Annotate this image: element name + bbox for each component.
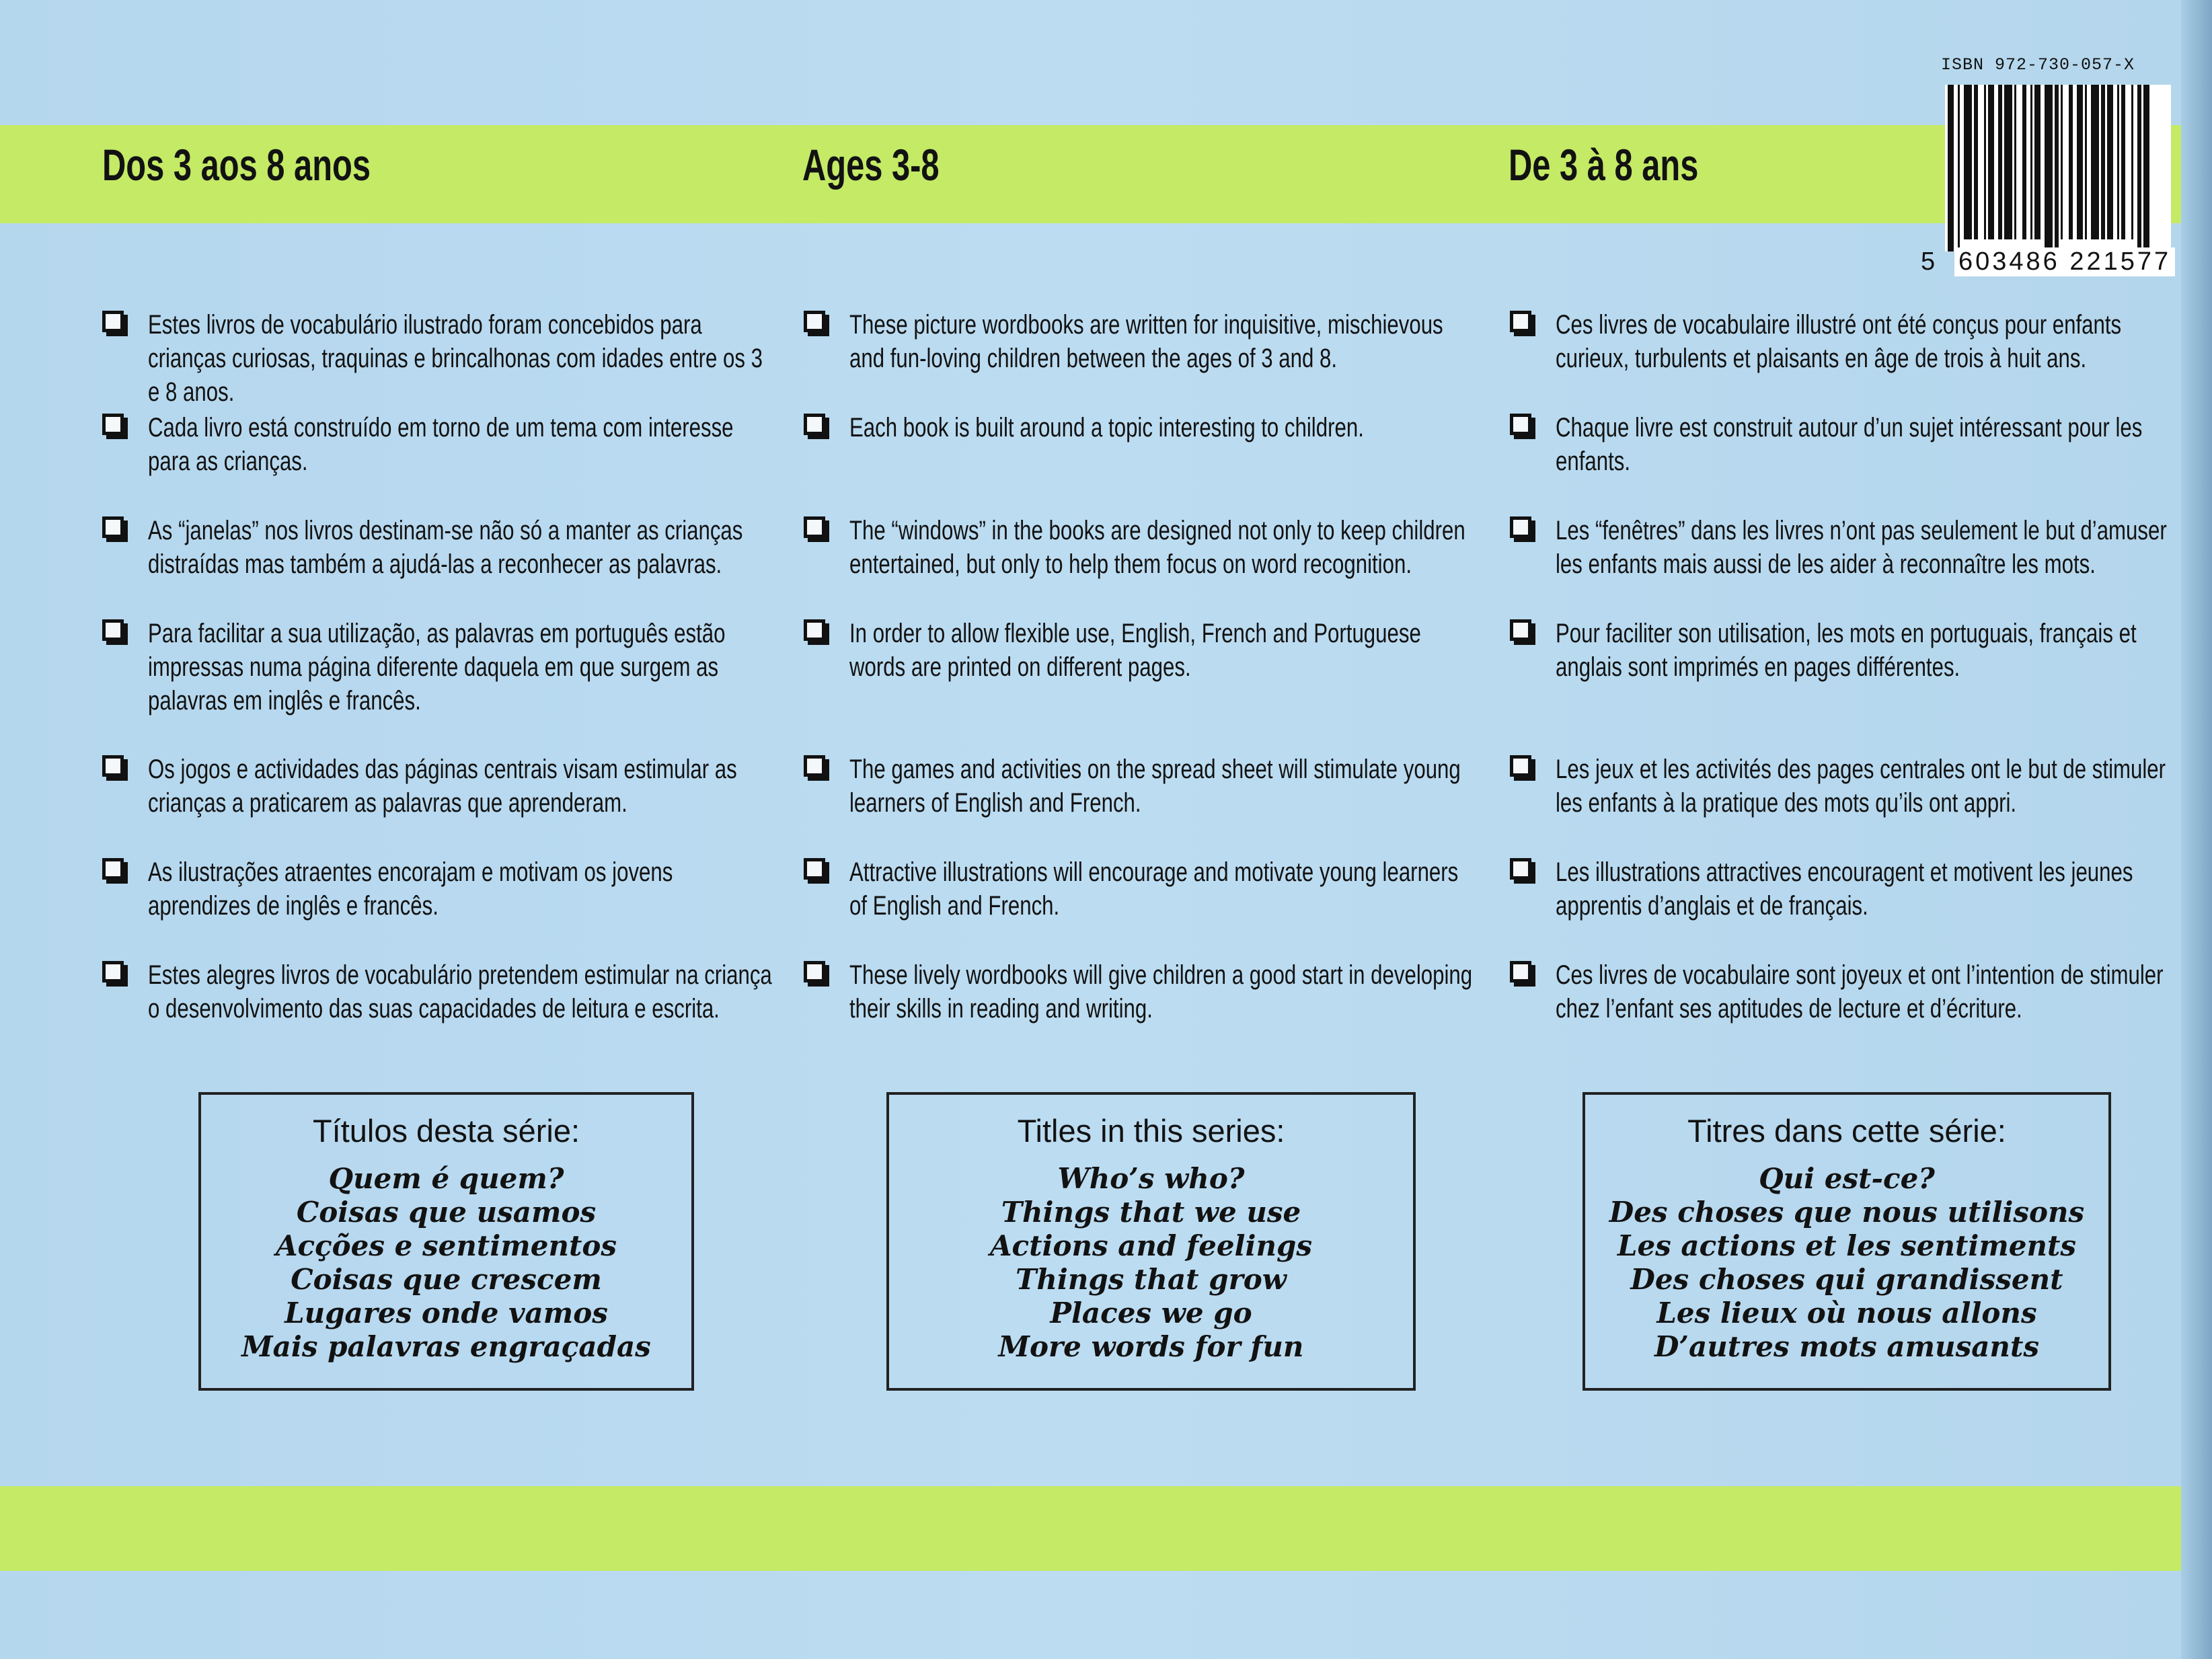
checkbox-icon	[102, 961, 124, 982]
bullet-text: Estes livros de vocabulário ilustrado foram concebidos para crianças curiosas, traquinas e brincalhonas com idades entre os 3 e 8 anos.	[148, 310, 763, 407]
series-item: Actions and feelings	[989, 1229, 1313, 1262]
series-item: Things that grow	[1016, 1263, 1287, 1296]
bullet-text: As ilustrações atraentes encorajam e motivam os jovens aprendizes de inglês e francês.	[148, 857, 673, 921]
barcode-bar	[2045, 85, 2053, 252]
series-item: Coisas que crescem	[291, 1263, 602, 1296]
barcode-bar	[2085, 85, 2087, 239]
barcode-bar	[2091, 85, 2099, 239]
bullet-item	[1510, 411, 2156, 514]
bullet-item	[804, 514, 1465, 617]
bullet-text: These picture wordbooks are written for inquisitive, mischievous and fun-loving children between the ages of 3 and 8.	[849, 310, 1443, 373]
bullet-text: Estes alegres livros de vocabulário pretendem estimular na criança o desenvolvimento das suas capacidades de leitura e escrita.	[148, 960, 772, 1024]
bullet-item	[102, 855, 748, 958]
series-title: Titles in this series:	[1017, 1113, 1285, 1149]
barcode-bar	[2055, 85, 2059, 252]
bullet-text: Les jeux et les activités des pages centrales ont le but de stimuler les enfants à la pratique des mots qu’ils ont appri.	[1556, 755, 2166, 818]
bullet-text: Cada livro está construído em torno de um tema com interesse para as crianças.	[148, 413, 734, 476]
series-item: More words for fun	[998, 1330, 1304, 1363]
series-box-english	[886, 1092, 1416, 1391]
heading-portuguese: Dos 3 aos 8 anos	[102, 140, 371, 190]
column-portuguese	[102, 308, 772, 1061]
barcode-bar	[2069, 85, 2073, 239]
series-item: Places we go	[1050, 1297, 1252, 1329]
series-item: Quem é quem?	[328, 1162, 564, 1195]
barcode-bar	[1948, 85, 1954, 252]
bullet-text: In order to allow flexible use, English, French and Portuguese words are printed on different pages.	[849, 619, 1421, 682]
series-item: Who’s who?	[1057, 1162, 1245, 1195]
bullet-item	[102, 308, 763, 411]
barcode-digits: 603486 221577	[1954, 247, 2175, 276]
bullet-item	[1510, 617, 2156, 753]
bullet-text: Ces livres de vocabulaire sont joyeux et ont l’intention de stimuler chez l’enfant ses aptitudes de lecture et d’écriture.	[1556, 960, 2164, 1024]
barcode-bar	[2117, 85, 2119, 239]
series-item: Lugares onde vamos	[284, 1297, 608, 1329]
series-box-french	[1582, 1092, 2111, 1391]
bullet-text: The “windows” in the books are designed not only to keep children entertained, but only to help them focus on word recognition.	[849, 516, 1465, 579]
checkbox-icon	[1510, 755, 1531, 777]
bullet-item	[804, 617, 1449, 753]
bullet-item	[804, 411, 1449, 514]
checkbox-icon	[102, 858, 124, 880]
checkbox-icon	[804, 755, 825, 777]
checkbox-icon	[804, 311, 825, 332]
checkbox-icon	[102, 755, 124, 777]
series-list	[201, 1162, 691, 1364]
checkbox-icon	[804, 619, 825, 641]
series-item: Mais palavras engraçadas	[241, 1330, 651, 1363]
checkbox-icon	[102, 619, 124, 641]
barcode-bar	[2107, 85, 2113, 239]
checkbox-icon	[102, 516, 124, 538]
series-list	[889, 1162, 1413, 1364]
bullet-item	[804, 308, 1449, 411]
bullet-item	[1510, 753, 2166, 855]
checkbox-icon	[102, 414, 124, 435]
bullet-text: Les illustrations attractives encouragent et motivent les jeunes apprentis d’anglais et de français.	[1556, 857, 2133, 921]
bullet-text: Chaque livre est construit autour d’un sujet intéressant pour les enfants.	[1556, 413, 2143, 476]
checkbox-icon	[102, 311, 124, 332]
checkbox-icon	[1510, 961, 1531, 982]
barcode-bar	[2022, 85, 2026, 239]
heading-french: De 3 à 8 ans	[1509, 140, 1699, 190]
bullet-item	[1510, 308, 2156, 411]
bullet-item	[102, 958, 772, 1061]
checkbox-icon	[1510, 858, 1531, 880]
checkbox-icon	[804, 414, 825, 435]
series-item: Qui est-ce?	[1759, 1162, 1935, 1195]
barcode-bar	[2034, 85, 2041, 239]
bullet-text: Ces livres de vocabulaire illustré ont été conçus pour enfants curieux, turbulents et plaisants en âge de trois à huit ans.	[1556, 310, 2122, 373]
column-english	[804, 308, 1473, 1061]
bottom-green-band	[0, 1486, 2181, 1571]
barcode-bar	[2121, 85, 2125, 239]
checkbox-icon	[1510, 516, 1531, 538]
series-item: Coisas que usamos	[296, 1196, 597, 1229]
column-french	[1510, 308, 2167, 1061]
bullet-item	[1510, 514, 2167, 617]
series-title: Títulos desta série:	[312, 1113, 580, 1149]
barcode-bar	[2143, 85, 2149, 252]
series-item: Acções e sentimentos	[275, 1229, 617, 1262]
checkbox-icon	[804, 961, 825, 982]
barcode-bar	[2137, 85, 2141, 252]
bullet-item	[102, 411, 748, 514]
barcode-bar	[1958, 85, 1960, 252]
series-list	[1585, 1162, 2108, 1364]
isbn-label: ISBN 972-730-057-X	[1941, 55, 2135, 75]
barcode-first-digit: 5	[1921, 247, 1936, 276]
bullet-text: Les “fenêtres” dans les livres n’ont pas seulement le but d’amuser les enfants mais aussi de les aider à reconnaître les mots.	[1556, 516, 2167, 579]
barcode-bar	[2101, 85, 2105, 239]
bullet-text: Attractive illustrations will encourage and motivate young learners of English and French.	[849, 857, 1459, 921]
series-item: Les lieux où nous allons	[1656, 1297, 2037, 1329]
checkbox-icon	[1510, 311, 1531, 332]
barcode-bar	[1984, 85, 1986, 239]
barcode-bar	[2004, 85, 2012, 239]
bullet-item	[102, 617, 748, 753]
barcode-bar	[1964, 85, 1972, 239]
series-title: Titres dans cette série:	[1687, 1113, 2006, 1149]
bullet-text: The games and activities on the spread sheet will stimulate young learners of English and French.	[849, 755, 1461, 818]
bullet-text: These lively wordbooks will give children a good start in developing their skills in reading and writing.	[849, 960, 1473, 1024]
checkbox-icon	[1510, 414, 1531, 435]
bullet-text: Each book is built around a topic interesting to children.	[849, 413, 1364, 442]
series-item: Des choses qui grandissent	[1630, 1263, 2063, 1296]
bullet-item	[804, 958, 1473, 1061]
checkbox-icon	[804, 858, 825, 880]
barcode-bar	[2077, 85, 2083, 239]
bullet-item	[804, 753, 1461, 855]
barcode-bar	[1974, 85, 1978, 239]
cover-edge	[2181, 0, 2212, 1659]
barcode-bar	[2131, 85, 2133, 239]
barcode-bar	[2014, 85, 2016, 239]
checkbox-icon	[1510, 619, 1531, 641]
series-item: Des choses que nous utilisons	[1609, 1196, 2085, 1229]
bullet-item	[1510, 855, 2156, 958]
heading-english: Ages 3-8	[802, 140, 940, 190]
series-box-portuguese	[198, 1092, 694, 1391]
bullet-text: Pour faciliter son utilisation, les mots en portuguais, français et anglais sont imprimés en pages différentes.	[1556, 619, 2137, 682]
series-item: D’autres mots amusants	[1654, 1330, 2040, 1363]
barcode-bar	[2030, 85, 2032, 239]
series-item: Les actions et les sentiments	[1617, 1229, 2077, 1262]
bullet-item	[102, 753, 748, 855]
series-item: Things that we use	[1001, 1196, 1301, 1229]
barcode	[1945, 85, 2171, 252]
barcode-bar	[1998, 85, 2002, 239]
bullet-text: As “janelas” nos livros destinam-se não só a manter as crianças distraídas mas também a ajudá-las a reconhecer as palavras.	[148, 516, 743, 579]
checkbox-icon	[804, 516, 825, 538]
barcode-bar	[2061, 85, 2063, 239]
bullet-item	[804, 855, 1459, 958]
barcode-bar	[1988, 85, 1994, 239]
bullet-item	[102, 514, 748, 617]
bullet-text: Os jogos e actividades das páginas centrais visam estimular as crianças a praticarem as palavras que aprenderam.	[148, 755, 737, 818]
bullet-item	[1510, 958, 2164, 1061]
bullet-text: Para facilitar a sua utilização, as palavras em português estão impressas numa página diferente daquela em que surgem as palavras em inglês e francês.	[148, 619, 726, 716]
